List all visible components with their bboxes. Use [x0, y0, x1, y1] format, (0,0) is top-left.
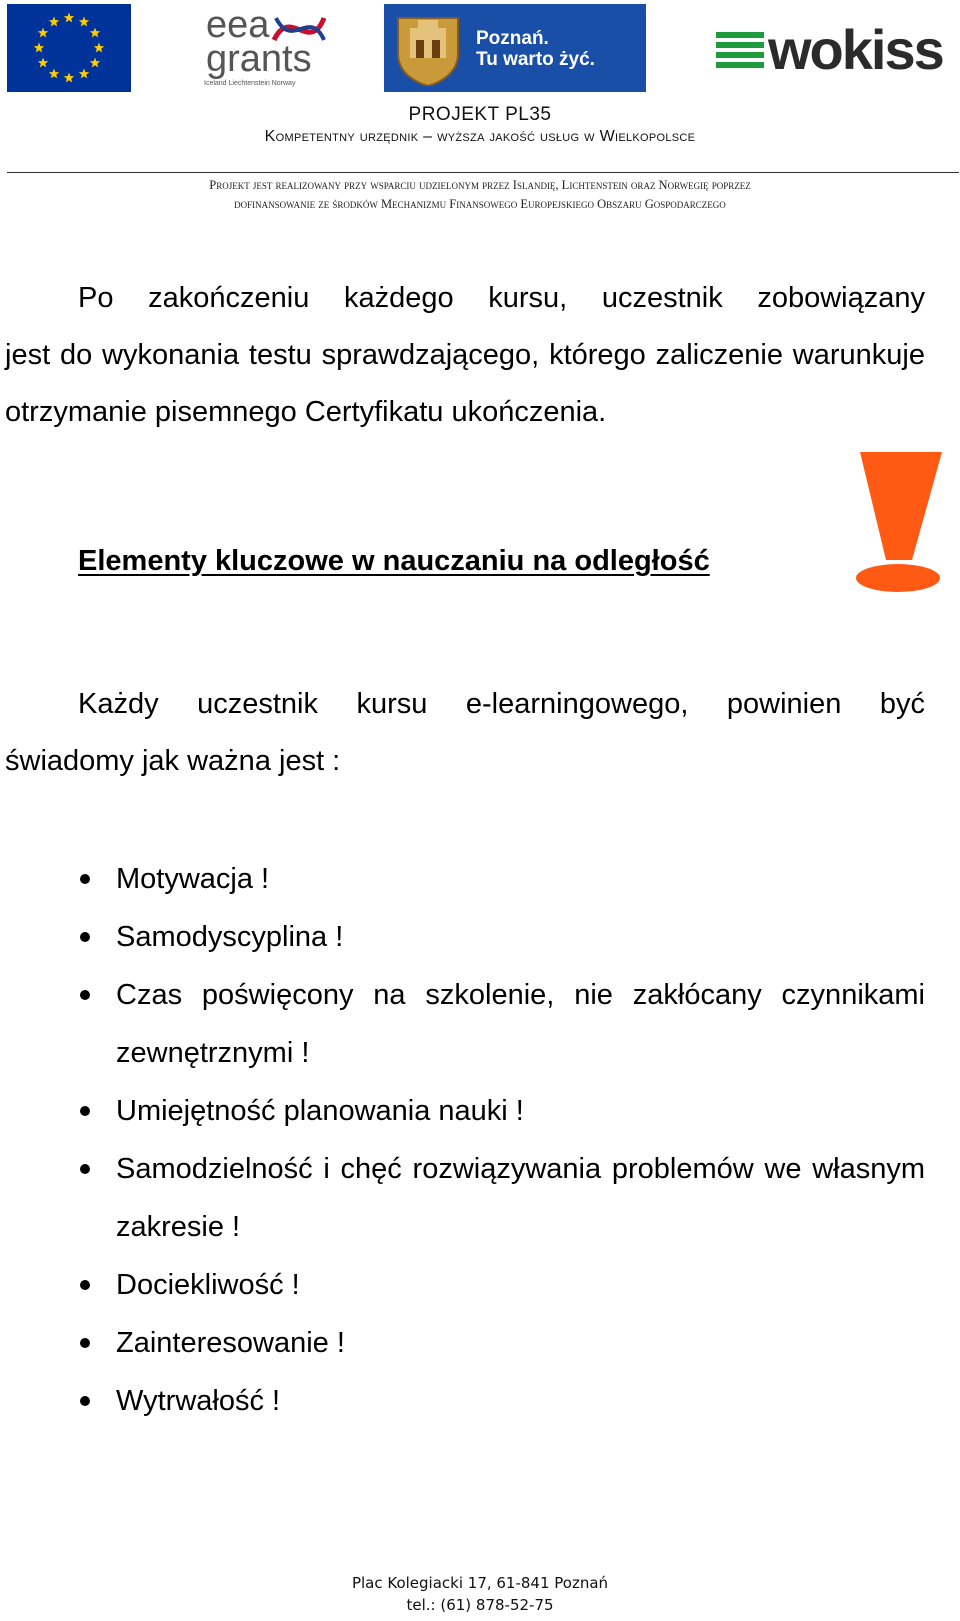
wokiss-mark-icon	[716, 24, 764, 74]
section-heading: Elementy kluczowe w nauczaniu na odległość	[78, 545, 710, 577]
list-item: Samodyscyplina !	[78, 908, 925, 966]
footer-address: Plac Kolegiacki 17, 61-841 Poznań	[351, 1574, 609, 1592]
poznan-line2: Tu warto żyć.	[476, 49, 595, 70]
eu-star-icon	[34, 43, 44, 53]
poznan-crest-icon	[394, 10, 462, 86]
eea-tagline: Iceland Liechtenstein Norway	[204, 80, 296, 87]
eea-swirl-icon	[270, 10, 328, 50]
eu-star-icon	[49, 17, 59, 27]
intro-rest: jest do wykonania testu sprawdzającego, którego zaliczenie warunkuje otrzymanie pisemnego Certyfikatu ukończenia.	[5, 339, 925, 428]
key-elements-list	[78, 850, 925, 1430]
logo-bar	[0, 4, 960, 94]
eu-star-icon	[49, 68, 59, 78]
funding-note	[0, 176, 960, 214]
intro-first-line: Po zakończeniu każdego kursu, uczestnik zobowiązany	[78, 282, 925, 314]
eu-star-icon	[64, 73, 74, 83]
eea-wordmark-line2: grants	[206, 38, 312, 80]
eu-star-icon	[38, 58, 48, 68]
poznan-logo	[384, 4, 646, 92]
project-title: PROJEKT PL35	[408, 104, 552, 125]
wokiss-logo	[710, 10, 950, 90]
funding-line1: Projekt jest realizowany przy wsparciu udzielonym przez Islandię, Lichtenstein oraz Norwegię poprzez	[209, 178, 751, 192]
list-item: Czas poświęcony na szkolenie, nie zakłócany czynnikami zewnętrznymi !	[78, 966, 925, 1082]
list-item: Umiejętność planowania nauki !	[78, 1082, 925, 1140]
eu-flag-icon	[7, 4, 131, 92]
funding-line2: dofinansowanie ze środków Mechanizmu Finansowego Europejskiego Obszaru Gospodarczego	[234, 197, 726, 211]
footer-phone: tel.: (61) 878-52-75	[406, 1596, 554, 1614]
list-item: Wytrwałość !	[78, 1372, 925, 1430]
lead-first-line: Każdy uczestnik kursu e-learningowego, powinien być	[78, 688, 925, 720]
eu-star-icon	[64, 13, 74, 23]
list-item: Samodzielność i chęć rozwiązywania problemów we własnym zakresie !	[78, 1140, 925, 1256]
poznan-line1: Poznań.	[476, 28, 549, 49]
eu-star-icon	[38, 28, 48, 38]
list-item: Motywacja !	[78, 850, 925, 908]
document-header	[0, 104, 960, 146]
eea-grants-logo	[200, 4, 336, 92]
header-divider	[7, 172, 959, 173]
lead-rest: świadomy jak ważna jest :	[5, 745, 341, 777]
document-footer	[0, 1572, 960, 1616]
eu-star-icon	[79, 68, 89, 78]
exclamation-icon	[850, 452, 950, 602]
eea-wordmark-line1: eea	[206, 4, 270, 46]
eu-star-icon	[90, 58, 100, 68]
eu-star-icon	[94, 43, 104, 53]
wokiss-wordmark: wokiss	[768, 18, 943, 81]
intro-paragraph	[5, 270, 925, 441]
eu-star-icon	[79, 17, 89, 27]
lead-paragraph	[5, 676, 925, 790]
project-subtitle: Kompetentny urzędnik – wyższa jakość usług w Wielkopolsce	[264, 128, 696, 145]
list-item: Dociekliwość !	[78, 1256, 925, 1314]
list-item: Zainteresowanie !	[78, 1314, 925, 1372]
eu-star-icon	[90, 28, 100, 38]
